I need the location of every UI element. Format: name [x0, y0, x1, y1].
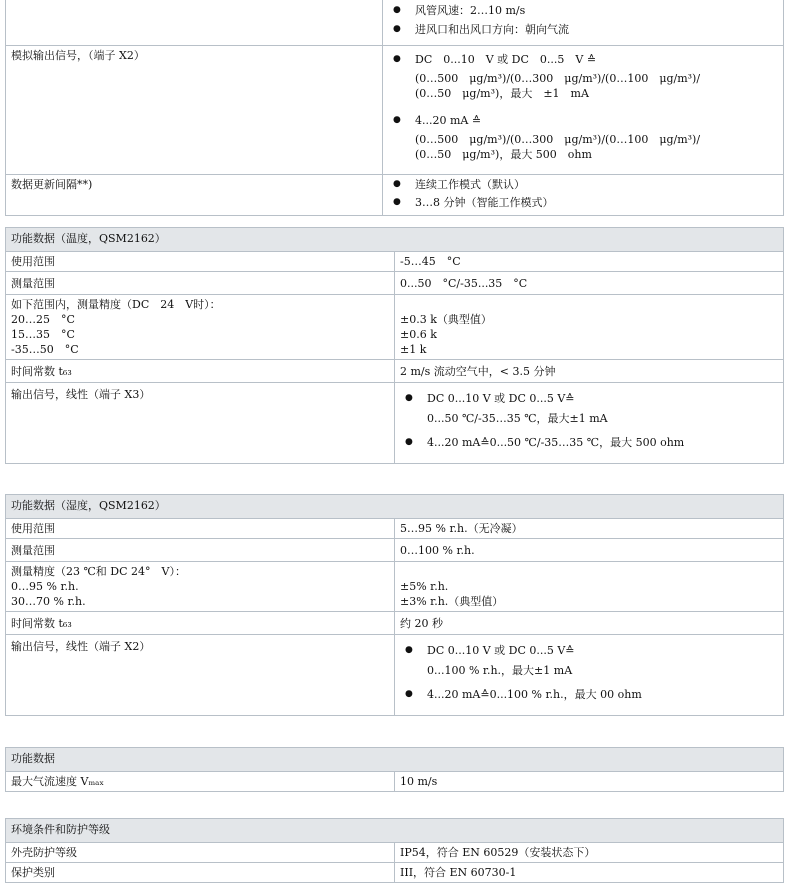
table-row: [6, 252, 784, 272]
row-value: IP54，符合 EN 60529（安装状态下）: [395, 843, 784, 863]
row-value: 0…100 % r.h.: [395, 539, 784, 562]
row-value: 2 m/s 流动空气中，< 3.5 分钟: [395, 360, 784, 383]
table-header: [6, 228, 784, 252]
row-label: 时间常数 t₆₃: [6, 360, 395, 383]
row-label: 使用范围: [6, 252, 395, 272]
list-item: ● DC 0...10 V 或 DC 0...5 V≙ 0...50 ℃/-35…35 ℃，最大±1 mA: [400, 391, 778, 426]
table-header: [6, 495, 784, 519]
row-label: 输出信号，线性（端子 X2）: [6, 635, 395, 716]
table-row: [6, 360, 784, 383]
table-functional-data: [5, 747, 784, 792]
row-value: 10 m/s: [395, 772, 784, 792]
row-value: 5…95 % r.h.（无冷凝）: [395, 519, 784, 539]
table-row: [6, 0, 784, 46]
table-row: [6, 519, 784, 539]
row-label: 数据更新间隔**): [6, 175, 383, 216]
row-label: 测量范围: [6, 539, 395, 562]
table-humidity: [5, 494, 784, 716]
list-item: ● 3…8 分钟（智能工作模式）: [388, 195, 778, 210]
list-item: ● 4...20 mA≙0...100 % r.h.，最大 00 ohm: [400, 687, 778, 702]
row-label: 测量精度（23 ℃和 DC 24° V）： 0…95 % r.h. 30…70 % r.h.: [6, 562, 395, 612]
list-item: ● 风管风速：2…10 m/s: [388, 3, 778, 18]
table-temperature: [5, 227, 784, 464]
list-item: ● DC 0...10 V 或 DC 0...5 V≙ 0...100 % r.h.，最大±1 mA: [400, 643, 778, 678]
row-label: 如下范围内，测量精度（DC 24 V时）： 20…25 °C 15…35 °C -35…50 °C: [6, 295, 395, 360]
table-row: [6, 562, 784, 612]
row-value: ±0.3 k（典型值） ±0.6 k ±1 k: [395, 295, 784, 360]
table-row: [6, 635, 784, 716]
table-header: [6, 819, 784, 843]
row-value: III，符合 EN 60730-1: [395, 863, 784, 883]
row-value: [383, 0, 784, 46]
row-value: 0...50 °C/-35...35 °C: [395, 272, 784, 295]
row-value: [383, 175, 784, 216]
row-label: 模拟输出信号，（端子 X2）: [6, 46, 383, 175]
table-row: [6, 612, 784, 635]
row-label: 使用范围: [6, 519, 395, 539]
table-row: [6, 46, 784, 175]
list-item: ● 连续工作模式（默认）: [388, 177, 778, 192]
table-particulate-continued: [5, 0, 784, 216]
section-title: 功能数据（温度，QSM2162）: [6, 228, 784, 252]
section-title: 功能数据（湿度，QSM2162）: [6, 495, 784, 519]
table-row: [6, 272, 784, 295]
list-item: ● 进风口和出风口方向：朝向气流: [388, 22, 778, 37]
table-header: [6, 748, 784, 772]
table-row: [6, 383, 784, 464]
table-row: [6, 539, 784, 562]
table-row: [6, 295, 784, 360]
list-item: ● DC 0...10 V 或 DC 0...5 V ≙ (0…500 μg/m³)/(0…300 μg/m³)/(0…100 μg/m³)/ (0…50 μg/m³)，最大 ±1 mA: [388, 52, 778, 101]
table-environment: [5, 818, 784, 883]
row-label: 保护类别: [6, 863, 395, 883]
row-value: 约 20 秒: [395, 612, 784, 635]
row-value: [395, 383, 784, 464]
row-label-empty: [6, 0, 383, 46]
table-row: [6, 772, 784, 792]
section-title: 功能数据: [6, 748, 784, 772]
list-item: ● 4...20 mA ≙ (0…500 μg/m³)/(0…300 μg/m³)/(0…100 μg/m³)/ (0…50 μg/m³)，最大 500 ohm: [388, 113, 778, 162]
table-row: [6, 175, 784, 216]
row-value: -5…45 °C: [395, 252, 784, 272]
table-row: [6, 863, 784, 883]
row-value: [395, 635, 784, 716]
row-label: 输出信号，线性（端子 X3）: [6, 383, 395, 464]
row-value: ±5% r.h. ±3% r.h.（典型值）: [395, 562, 784, 612]
table-row: [6, 843, 784, 863]
row-label: 时间常数 t₆₃: [6, 612, 395, 635]
row-label: 外壳防护等级: [6, 843, 395, 863]
section-title: 环境条件和防护等级: [6, 819, 784, 843]
list-item: ● 4...20 mA≙0...50 ℃/-35…35 ℃，最大 500 ohm: [400, 435, 778, 450]
row-label: 最大气流速度 Vₘₐₓ: [6, 772, 395, 792]
row-value: [383, 46, 784, 175]
row-label: 测量范围: [6, 272, 395, 295]
